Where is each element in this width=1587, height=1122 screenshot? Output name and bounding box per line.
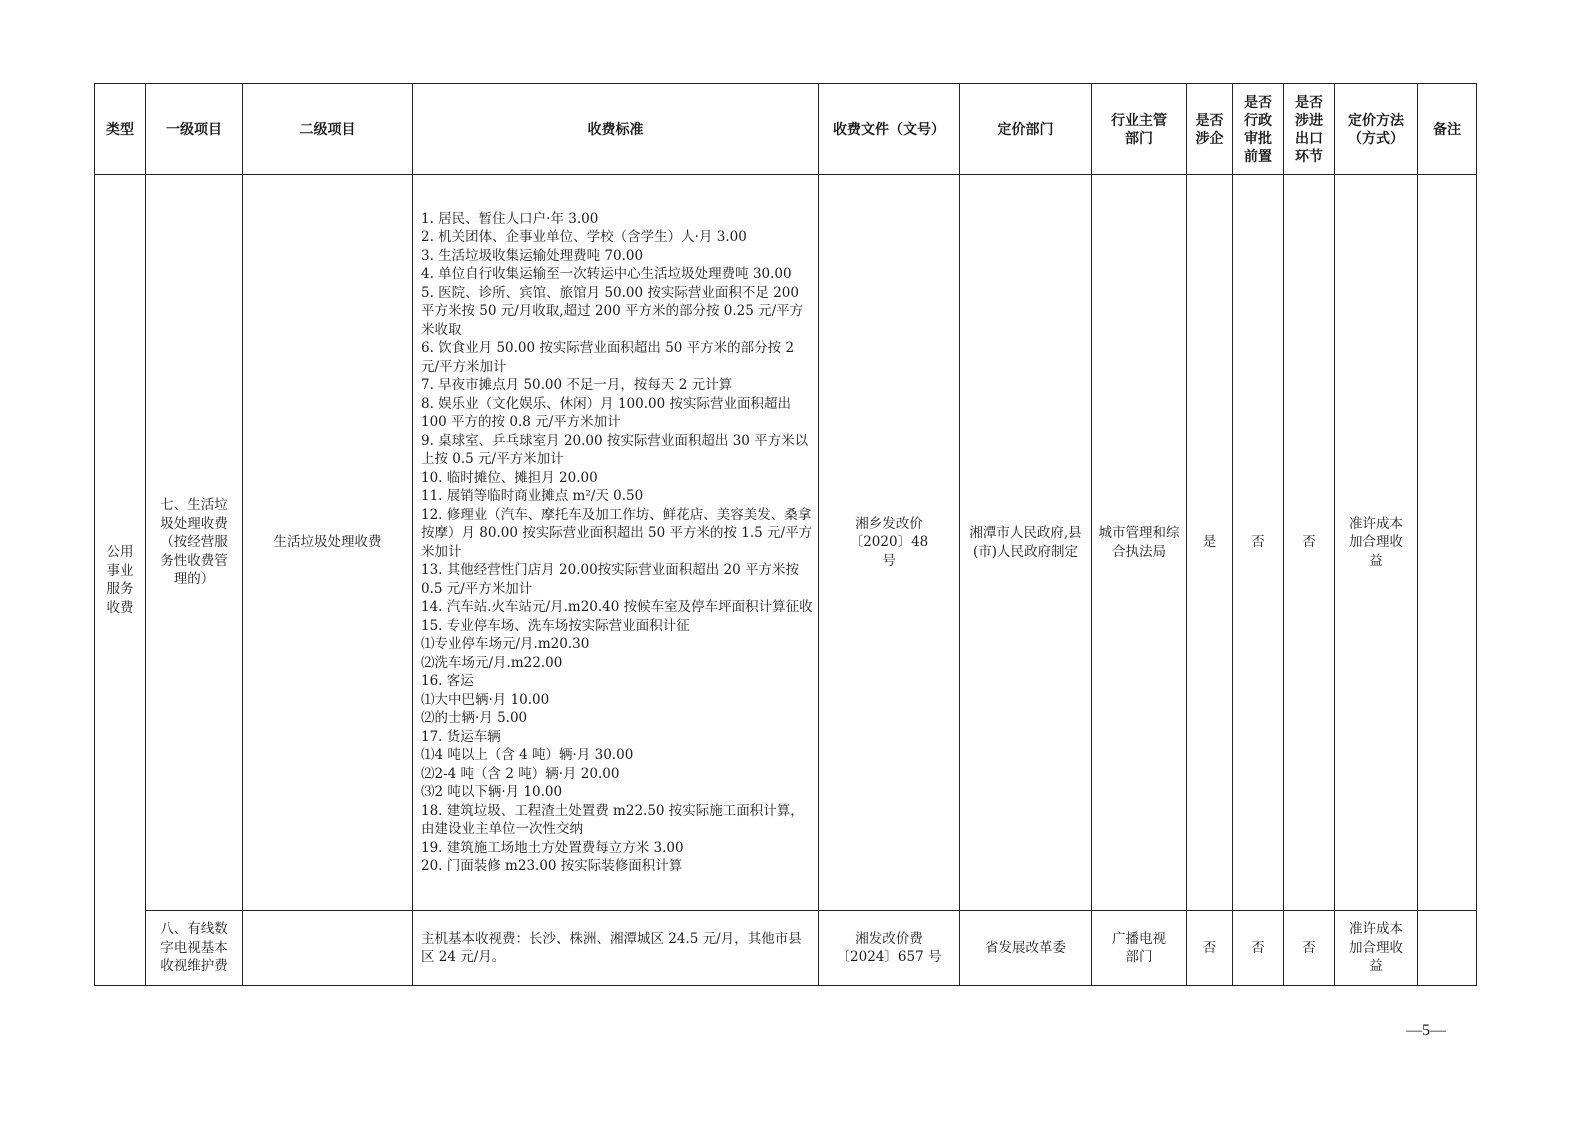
standard-line: ⑵2-4 吨（含 2 吨）辆·月 20.00 [421,765,620,782]
standard-line: ⑴4 吨以上（含 4 吨）辆·月 30.00 [421,747,634,763]
header-doc: 收费文件（文号） [819,84,960,175]
standard-line: 12. 修理业（汽车、摩托车及加工作坊、鲜花店、美容美发、桑拿按摩）月 80.00 按实际营业面积超出 50 平方米的按 1.5 元/平方米加计 [421,506,813,560]
table-header-row [95,84,1477,175]
header-import-export: 是否涉进出口环节 [1284,84,1335,175]
standard-line: 14. 汽车站.火车站元/月.m20.40 按候车室及停车坪面积计算征收 [421,599,813,615]
standard-line: ⑵洗车场元/月.m22.00 [421,654,563,671]
standard-line: 9. 桌球室、乒乓球室月 20.00 按实际营业面积超出 30 平方米以上按 0.5 元/平方米加计 [421,432,809,467]
standard-line: 19. 建筑施工场地土方处置费每立方米 3.00 [421,839,684,856]
standard-line: 2. 机关团体、企事业单位、学校（含学生）人·月 3.00 [421,229,747,245]
standard-line: 11. 展销等临时商业摊点 m²/天 0.50 [421,488,644,504]
standard-cell [413,175,819,911]
standard-line: 8. 娱乐业（文化娱乐、休闲）月 100.00 按实际营业面积超出 100 平方的按 0.8 元/平方米加计 [421,395,791,430]
standard-line: 10. 临时摊位、摊担月 20.00 [421,469,598,486]
header-level2: 二级项目 [243,84,413,175]
remarks-cell [1418,175,1477,911]
category-cell: 公用事业服务收费 [95,175,146,986]
table-row [95,911,1477,986]
level2-cell [243,911,413,986]
involves-enterprise-cell: 是 [1187,175,1233,911]
doc-cell: 湘乡发改价〔2020〕48 号 [819,175,960,911]
industry-dept-cell: 广播电视部门 [1092,911,1187,986]
header-standard: 收费标准 [413,84,819,175]
header-involves-enterprise: 是否涉企 [1187,84,1233,175]
remarks-cell [1418,911,1477,986]
standard-line: 4. 单位自行收集运输至一次转运中心生活垃圾处理费吨 30.00 [421,266,792,282]
header-remarks: 备注 [1418,84,1477,175]
involves-enterprise-cell: 否 [1187,911,1233,986]
pricing-dept-cell: 省发展改革委 [960,911,1092,986]
pricing-dept-cell: 湘潭市人民政府,县(市)人民政府制定 [960,175,1092,911]
header-method: 定价方法（方式） [1335,84,1418,175]
header-industry-dept: 行业主管部门 [1092,84,1187,175]
industry-dept-cell: 城市管理和综合执法局 [1092,175,1187,911]
standard-line: ⑴大中巴辆·月 10.00 [421,691,550,708]
standard-line: 20. 门面装修 m23.00 按实际装修面积计算 [421,858,683,874]
header-admin-pre: 是否行政审批前置 [1233,84,1284,175]
standard-line: 15. 专业停车场、洗车场按实际营业面积计征 [421,617,690,634]
standard-line: ⑶2 吨以下辆·月 10.00 [421,784,563,800]
doc-cell: 湘发改价费〔2024〕657 号 [819,911,960,986]
method-cell: 准许成本加合理收益 [1335,175,1418,911]
standard-line: 3. 生活垃圾收集运输处理费吨 70.00 [421,247,644,264]
level2-cell: 生活垃圾处理收费 [243,175,413,911]
level1-cell: 八、有线数字电视基本收视维护费 [146,911,243,986]
fee-table [94,83,1477,986]
standard-line: 1. 居民、暂住人口户·年 3.00 [421,210,599,227]
standard-line: 18. 建筑垃圾、工程渣土处置费 m22.50 按实际施工面积计算，由建设业主单位一次性交纳 [421,802,804,837]
standard-line: 13. 其他经营性门店月 20.00按实际营业面积超出 20 平方米按 0.5 元/平方米加计 [421,562,799,597]
method-cell: 准许成本加合理收益 [1335,911,1418,986]
standard-list [413,210,818,876]
admin-pre-cell: 否 [1233,911,1284,986]
header-pricing-dept: 定价部门 [960,84,1092,175]
import-export-cell: 否 [1284,911,1335,986]
header-type: 类型 [95,84,146,175]
level1-cell: 七、生活垃圾处理收费（按经营服务性收费管理的） [146,175,243,911]
table-row [95,175,1477,911]
standard-cell: 主机基本收视费：长沙、株洲、湘潭城区 24.5 元/月，其他市县区 24 元/月。 [413,911,819,986]
standard-line: ⑴专业停车场元/月.m20.30 [421,636,590,652]
standard-line: 7. 早夜市摊点月 50.00 不足一月，按每天 2 元计算 [421,377,733,393]
standard-line: 16. 客运 [421,673,474,689]
standard-line: 6. 饮食业月 50.00 按实际营业面积超出 50 平方米的部分按 2 元/平方米加计 [421,340,795,375]
standard-line: 17. 货运车辆 [421,728,501,745]
admin-pre-cell: 否 [1233,175,1284,911]
standard-line: ⑵的士辆·月 5.00 [421,710,528,726]
page-number: —5— [1406,1022,1446,1039]
header-level1: 一级项目 [146,84,243,175]
standard-line: 5. 医院、诊所、宾馆、旅馆月 50.00 按实际营业面积不足 200 平方米按 50 元/月收取,超过 200 平方米的部分按 0.25 元/平方米收取 [421,284,804,338]
import-export-cell: 否 [1284,175,1335,911]
